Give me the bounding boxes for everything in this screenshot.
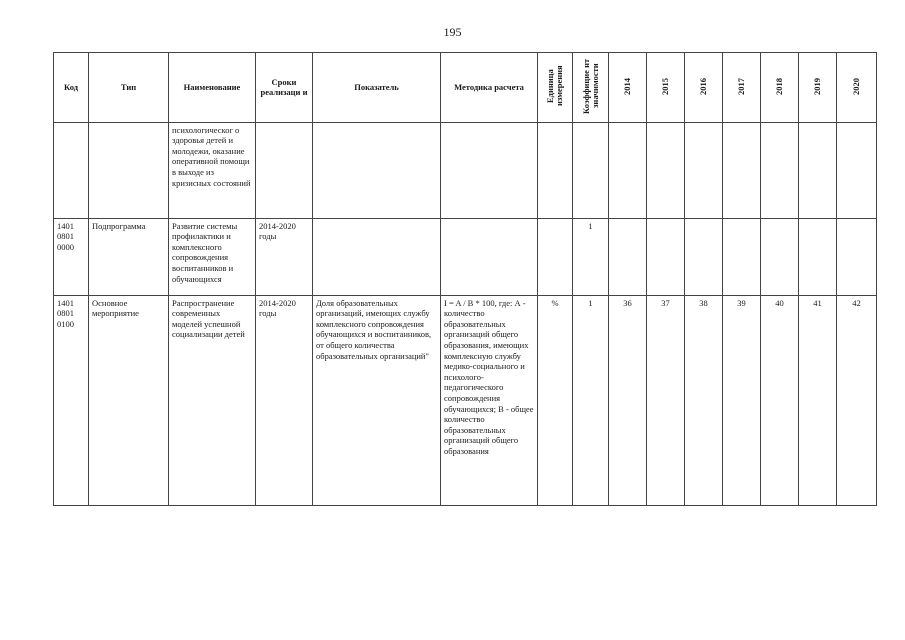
cell-coef: 1 — [573, 218, 609, 295]
header-coef-text: Коэффицие нт значимости — [580, 58, 600, 114]
header-2020-text: 2020 — [851, 77, 861, 95]
header-unit — [538, 53, 573, 123]
header-2019-text: 2019 — [812, 77, 822, 95]
cell-type — [89, 122, 169, 218]
cell-type: Подпрограмма — [89, 218, 169, 295]
cell-name: психологическог о здоровья детей и молодежи, оказание оперативной помощи в выходе из кризисных состояний — [169, 122, 256, 218]
header-row — [54, 53, 877, 123]
indicators-table — [53, 52, 877, 506]
header-indicator: Показатель — [313, 53, 441, 123]
header-2016 — [685, 53, 723, 123]
cell-name: Развитие системы профилактики и комплексного сопровождения воспитанников и обучающихся — [169, 218, 256, 295]
cell-2018: 40 — [761, 295, 799, 505]
cell-2017: 39 — [723, 295, 761, 505]
cell-2019 — [799, 122, 837, 218]
header-unit-text: Единица измерения — [545, 65, 564, 107]
cell-term: 2014-2020 годы — [256, 295, 313, 505]
cell-method — [441, 122, 538, 218]
header-name: Наименование — [169, 53, 256, 123]
cell-2015 — [647, 122, 685, 218]
header-code: Код — [54, 53, 89, 123]
cell-type: Основное мероприятие — [89, 295, 169, 505]
table-row — [54, 122, 877, 218]
cell-coef: 1 — [573, 295, 609, 505]
cell-2016 — [685, 218, 723, 295]
cell-2018 — [761, 218, 799, 295]
cell-2014 — [609, 122, 647, 218]
cell-indicator — [313, 218, 441, 295]
cell-method: I = A / B * 100, где: А - количество образовательных организаций общего образования, имеющих комплексную службу медико-социального и психолого-педагогического сопровождения обучающихся; В - общее количество образовательных организаций общего образования — [441, 295, 538, 505]
cell-coef — [573, 122, 609, 218]
header-term: Сроки реализаци и — [256, 53, 313, 123]
cell-2020 — [837, 218, 877, 295]
cell-2019 — [799, 218, 837, 295]
table-row — [54, 295, 877, 505]
cell-unit — [538, 122, 573, 218]
cell-indicator — [313, 122, 441, 218]
cell-name: Распространение современных моделей успешной социализации детей — [169, 295, 256, 505]
cell-2017 — [723, 218, 761, 295]
cell-2014 — [609, 218, 647, 295]
header-2020 — [837, 53, 877, 123]
cell-2016 — [685, 122, 723, 218]
cell-2019: 41 — [799, 295, 837, 505]
cell-2018 — [761, 122, 799, 218]
header-2018-text: 2018 — [774, 77, 784, 95]
header-2017-text: 2017 — [736, 77, 746, 95]
cell-2020: 42 — [837, 295, 877, 505]
header-2014 — [609, 53, 647, 123]
cell-indicator: Доля образовательных организаций, имеющих службу комплексного сопровождения обучающихся и воспитанников, от общего количества образовательных организаций" — [313, 295, 441, 505]
header-2015 — [647, 53, 685, 123]
cell-2020 — [837, 122, 877, 218]
cell-unit — [538, 218, 573, 295]
header-2018 — [761, 53, 799, 123]
cell-term — [256, 122, 313, 218]
cell-unit: % — [538, 295, 573, 505]
cell-code: 1401 0801 0000 — [54, 218, 89, 295]
cell-2017 — [723, 122, 761, 218]
header-2017 — [723, 53, 761, 123]
header-2014-text: 2014 — [622, 77, 632, 95]
header-type: Тип — [89, 53, 169, 123]
header-2015-text: 2015 — [660, 77, 670, 95]
cell-term: 2014-2020 годы — [256, 218, 313, 295]
header-coef — [573, 53, 609, 123]
page-number: 195 — [443, 25, 462, 39]
header-2016-text: 2016 — [698, 77, 708, 95]
cell-2015 — [647, 218, 685, 295]
cell-2016: 38 — [685, 295, 723, 505]
header-method: Методика расчета — [441, 53, 538, 123]
cell-code: 1401 0801 0100 — [54, 295, 89, 505]
header-2019 — [799, 53, 837, 123]
table-row — [54, 218, 877, 295]
cell-method — [441, 218, 538, 295]
cell-2015: 37 — [647, 295, 685, 505]
cell-2014: 36 — [609, 295, 647, 505]
cell-code — [54, 122, 89, 218]
